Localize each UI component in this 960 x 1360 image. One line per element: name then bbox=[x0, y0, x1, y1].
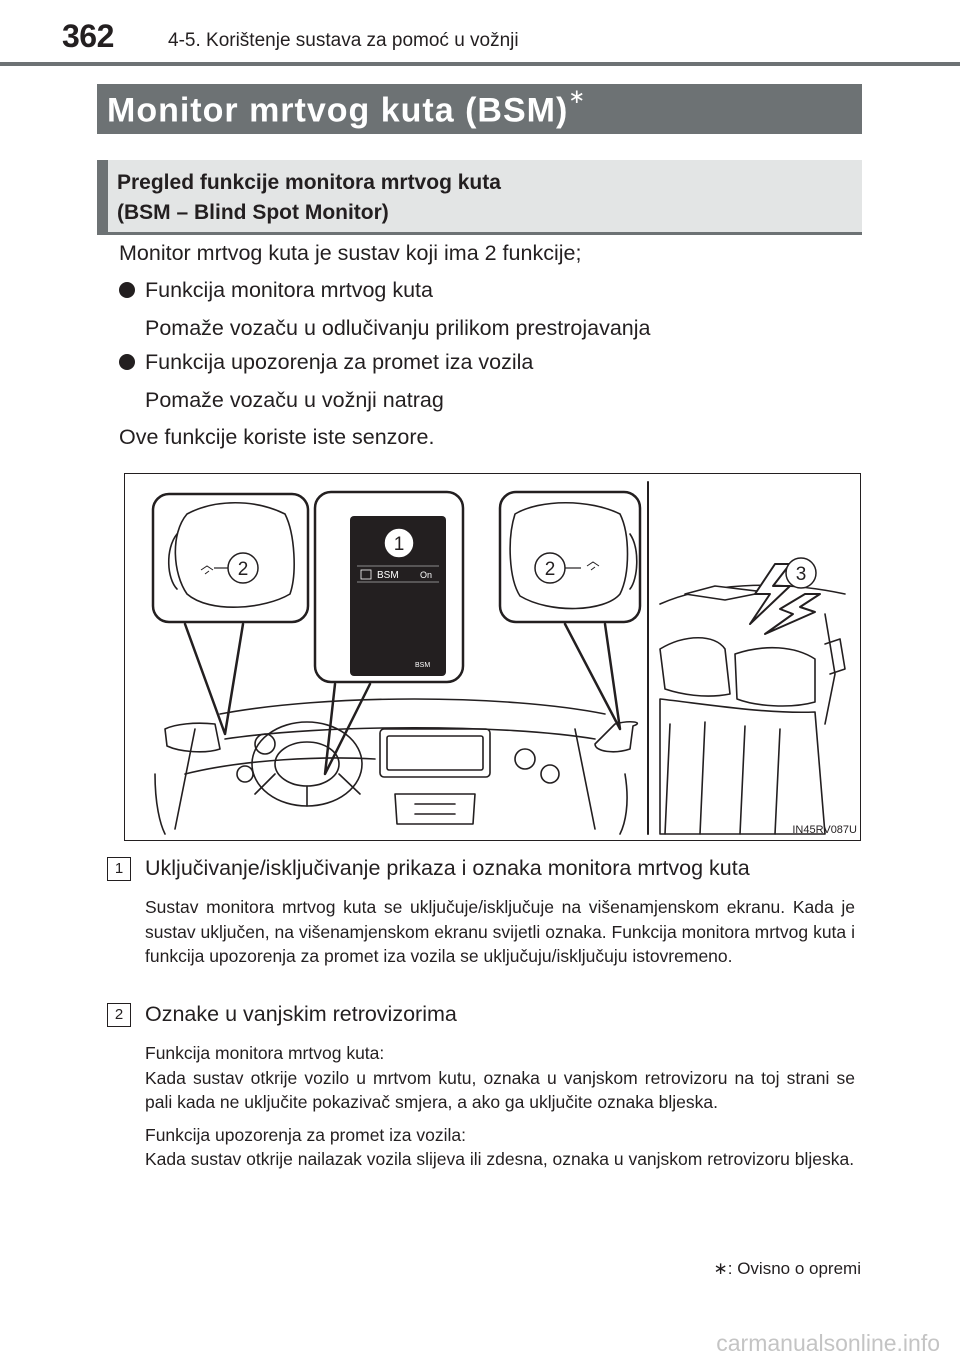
callout-2-right-label: 2 bbox=[544, 559, 556, 580]
item-subheading: Funkcija monitora mrtvog kuta: bbox=[145, 1043, 385, 1063]
running-header: 4-5. Korištenje sustava za pomoć u vožnji bbox=[168, 30, 519, 51]
item-description-1: Sustav monitora mrtvog kuta se uključuje/isključuje na višenamjenskom ekranu. Kada je sustav uključen, na višenamjenskom ekranu svijetli oznaka. Funkcija monitora mrtvog kuta i funkcija upozorenja za promet iza vozila se uključuju/isključuju istovremeno. bbox=[145, 897, 855, 966]
bullet-item bbox=[119, 278, 433, 303]
callout-2-left-label: 2 bbox=[237, 559, 249, 580]
subsection-title-line2: (BSM – Blind Spot Monitor) bbox=[117, 201, 389, 224]
optional-equipment-mark: ∗ bbox=[568, 86, 587, 108]
section-title-bar bbox=[97, 84, 862, 134]
item-title-1: Uključivanje/isključivanje prikaza i oznaka monitora mrtvog kuta bbox=[145, 856, 750, 880]
dashboard-illustration bbox=[125, 474, 861, 841]
callout-1-label: 1 bbox=[393, 534, 405, 555]
section-title bbox=[107, 86, 587, 130]
subsection-title-line1: Pregled funkcije monitora mrtvog kuta bbox=[117, 171, 501, 194]
item-paragraph: Kada sustav otkrije vozilo u mrtvom kutu, oznaka u vanjskom retrovizoru na toj strani se pali kada ne uključite pokazivač smjera, a ako ga uključite oznaka bljeska. bbox=[145, 1067, 855, 1112]
subsection-title bbox=[117, 168, 501, 228]
subsection-accent bbox=[97, 160, 108, 232]
item-paragraph: Kada sustav otkrije nailazak vozila slijeva ili zdesna, oznaka u vanjskom retrovizoru bljeska. bbox=[145, 1149, 855, 1169]
display-footer-label: BSM bbox=[415, 662, 431, 669]
item-number-2: 2 bbox=[107, 1003, 131, 1027]
item-description-2 bbox=[145, 1041, 855, 1172]
figure-code: IN45RV087U bbox=[792, 824, 857, 836]
footnote-mark: ∗ bbox=[713, 1259, 728, 1278]
display-bsm-label: BSM bbox=[377, 570, 399, 581]
page-number: 362 bbox=[62, 18, 114, 54]
bullet-item bbox=[119, 350, 533, 375]
bullet-icon bbox=[119, 282, 135, 298]
header-rule bbox=[0, 62, 960, 66]
subsection-title-bar bbox=[97, 160, 862, 235]
intro-closing: Ove funkcije koriste iste senzore. bbox=[119, 425, 435, 449]
bullet-title: Funkcija monitora mrtvog kuta bbox=[145, 278, 433, 302]
display-bsm-state: On bbox=[420, 570, 433, 580]
bullet-detail: Pomaže vozaču u odlučivanju prilikom prestrojavanja bbox=[145, 316, 651, 340]
watermark: carmanualsonline.info bbox=[716, 1330, 940, 1356]
footnote bbox=[714, 1259, 861, 1279]
bullet-title: Funkcija upozorenja za promet iza vozila bbox=[145, 350, 534, 374]
intro-lead: Monitor mrtvog kuta je sustav koji ima 2 funkcije; bbox=[119, 241, 582, 265]
bsm-illustration bbox=[124, 473, 861, 841]
footnote-text: : Ovisno o opremi bbox=[727, 1259, 861, 1278]
item-title-2: Oznake u vanjskim retrovizorima bbox=[145, 1002, 457, 1026]
bullet-detail: Pomaže vozaču u vožnji natrag bbox=[145, 388, 444, 412]
item-number-1: 1 bbox=[107, 857, 131, 881]
item-subheading: Funkcija upozorenja za promet iza vozila: bbox=[145, 1124, 466, 1145]
bullet-icon bbox=[119, 354, 135, 370]
section-title-text: Monitor mrtvog kuta (BSM) bbox=[107, 91, 569, 130]
callout-3-label: 3 bbox=[795, 564, 807, 585]
